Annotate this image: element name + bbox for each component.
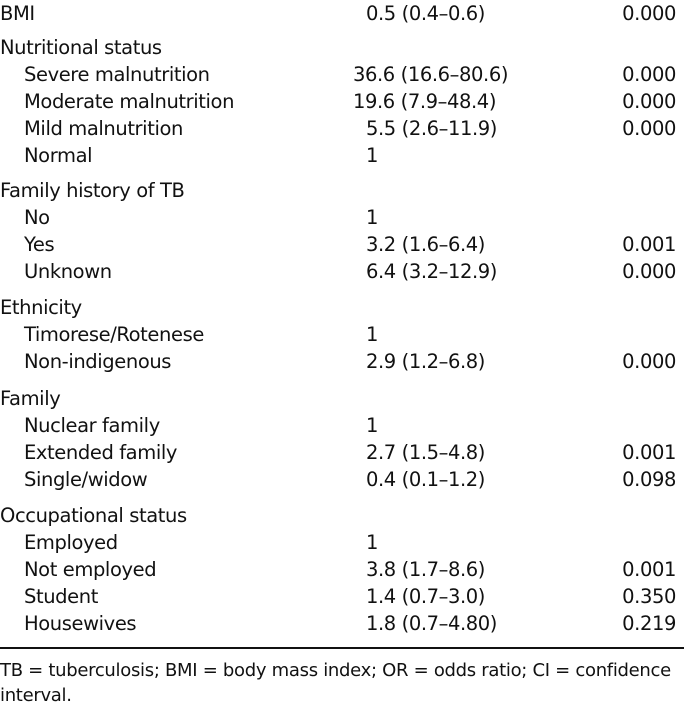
row-label: Extended family: [24, 441, 177, 464]
odds-ratio-text: [353, 88, 496, 115]
row-label: Nutritional status: [0, 36, 162, 59]
odds-ratio-text: [366, 258, 497, 285]
odds-ratio-text: [366, 231, 485, 258]
row-label: Yes: [24, 233, 55, 256]
table-row-group-header: [0, 502, 684, 529]
row-label: Nuclear family: [24, 414, 160, 437]
odds-ratio-value: 5.5: [366, 117, 396, 140]
row-label: Mild malnutrition: [24, 117, 183, 140]
row-label: Timorese/Rotenese: [24, 323, 204, 346]
odds-ratio-value: 1: [366, 206, 379, 229]
odds-ratio-value: 1: [366, 323, 379, 346]
confidence-interval: (2.6–11.9): [395, 117, 498, 140]
confidence-interval: (0.1–1.2): [395, 468, 485, 491]
p-value-cell: 0.000: [622, 350, 676, 373]
row-label: Family history of TB: [0, 179, 185, 202]
odds-ratio-value: 1: [366, 144, 379, 167]
odds-ratio-text: [366, 412, 378, 439]
odds-ratio-value: 36.6: [353, 63, 395, 86]
p-value-cell: 0.001: [622, 558, 676, 581]
row-label: Severe malnutrition: [24, 63, 210, 86]
table-row-group-header: [0, 0, 684, 27]
confidence-interval: (7.9–48.4): [394, 90, 497, 113]
odds-ratio-value: 0.4: [366, 468, 396, 491]
row-label: Unknown: [24, 260, 112, 283]
table-row: [0, 466, 684, 493]
odds-ratio-value: 1: [366, 531, 379, 554]
table-row: [0, 529, 684, 556]
odds-ratio-text: [366, 321, 378, 348]
p-value-cell: 0.000: [622, 260, 676, 283]
table-row: [0, 610, 684, 637]
table-row: [0, 142, 684, 169]
confidence-interval: (1.6–6.4): [395, 233, 485, 256]
confidence-interval: (0.7–3.0): [395, 585, 485, 608]
table-row: [0, 556, 684, 583]
p-value-cell: 0.001: [622, 233, 676, 256]
odds-ratio-text: [366, 115, 497, 142]
table-row: [0, 348, 684, 375]
row-label: Occupational status: [0, 504, 187, 527]
odds-ratio-value: 1.4: [366, 585, 396, 608]
odds-ratio-text: [366, 0, 485, 27]
table-row: [0, 583, 684, 610]
confidence-interval: (3.2–12.9): [395, 260, 498, 283]
p-value-cell: 0.000: [622, 2, 676, 25]
odds-ratio-text: [366, 610, 497, 637]
p-value-cell: 0.000: [622, 90, 676, 113]
confidence-interval: (0.4–0.6): [395, 2, 485, 25]
table-row-group-header: [0, 34, 684, 61]
table-row: [0, 88, 684, 115]
odds-ratio-text: [366, 348, 485, 375]
row-label: Housewives: [24, 612, 137, 635]
confidence-interval: (0.7–4.80): [395, 612, 498, 635]
row-label: Non-indigenous: [24, 350, 172, 373]
table-bottom-rule: [0, 647, 684, 649]
row-label: No: [24, 206, 50, 229]
odds-ratio-value: 3.8: [366, 558, 396, 581]
row-label: Student: [24, 585, 98, 608]
table-row: [0, 115, 684, 142]
row-label: Single/widow: [24, 468, 148, 491]
row-label: Family: [0, 387, 61, 410]
odds-ratio-text: [366, 439, 485, 466]
table-row: [0, 258, 684, 285]
confidence-interval: (1.2–6.8): [395, 350, 485, 373]
odds-ratio-text: [366, 466, 485, 493]
table-row: [0, 321, 684, 348]
table-row: [0, 61, 684, 88]
odds-ratio-value: 1.8: [366, 612, 396, 635]
row-label: BMI: [0, 2, 35, 25]
table-row-group-header: [0, 385, 684, 412]
p-value-cell: 0.001: [622, 441, 676, 464]
table-footnote: TB = tuberculosis; BMI = body mass index; OR = odds ratio; CI = confidence interval.: [0, 660, 671, 706]
p-value-cell: 0.098: [622, 468, 676, 491]
odds-ratio-value: 3.2: [366, 233, 396, 256]
table-row: [0, 231, 684, 258]
row-label: Moderate malnutrition: [24, 90, 235, 113]
odds-ratio-value: 19.6: [353, 90, 395, 113]
odds-ratio-text: [366, 204, 378, 231]
odds-ratio-value: 2.7: [366, 441, 396, 464]
odds-ratio-value: 0.5: [366, 2, 396, 25]
odds-ratio-text: [366, 583, 485, 610]
p-value-cell: 0.000: [622, 117, 676, 140]
p-value-cell: 0.000: [622, 63, 676, 86]
odds-ratio-value: 6.4: [366, 260, 396, 283]
row-label: Not employed: [24, 558, 157, 581]
confidence-interval: (1.5–4.8): [395, 441, 485, 464]
p-value-cell: 0.219: [622, 612, 676, 635]
odds-ratio-text: [366, 142, 378, 169]
table-row: [0, 204, 684, 231]
table-row: [0, 412, 684, 439]
row-label: Normal: [24, 144, 93, 167]
odds-ratio-text: [366, 556, 485, 583]
row-label: Employed: [24, 531, 118, 554]
table-row-group-header: [0, 177, 684, 204]
odds-ratio-value: 2.9: [366, 350, 396, 373]
odds-ratio-text: [366, 529, 378, 556]
confidence-interval: (16.6–80.6): [394, 63, 509, 86]
confidence-interval: (1.7–8.6): [395, 558, 485, 581]
odds-ratio-value: 1: [366, 414, 379, 437]
p-value-cell: 0.350: [622, 585, 676, 608]
odds-ratio-text: [353, 61, 508, 88]
table-row: [0, 439, 684, 466]
table-row-group-header: [0, 294, 684, 321]
row-label: Ethnicity: [0, 296, 82, 319]
